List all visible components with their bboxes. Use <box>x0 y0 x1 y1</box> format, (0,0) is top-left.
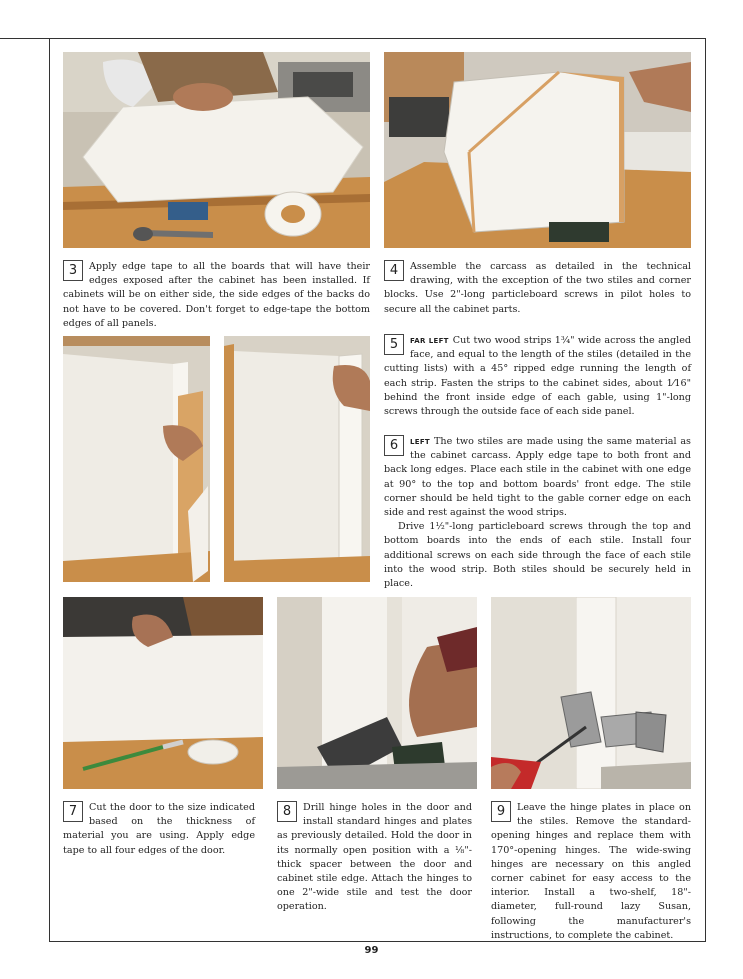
step-9-body: Leave the hinge plates in place on the stiles. Remove the standard-opening hinges and replace them with 170°-opening hinges. The wide-swing hinges are necessary on this angled corner cabinet for easy access to the interior. Install a two-shelf, 18"-diameter, full-round lazy Susan, following the manufacturer's instructions, to complete the cabinet. <box>491 802 691 941</box>
step-5-body: Cut two wood strips 1¾" wide across the angled face, and equal to the length of the stiles (detailed in the cutting lists) with a 45° ripped edge running the length of each strip. Fasten the strips to the cabinet sides, about 1⁄16" behind the front inside edge of each gable, using 1"-long screws through the outside face of each side panel. <box>384 335 692 418</box>
step-3-text <box>63 260 370 331</box>
photo-step-6-stiles <box>224 336 370 582</box>
step-6-lead: LEFT <box>410 438 430 446</box>
step-4-body: Assemble the carcass as detailed in the technical drawing, with the exception of the two stiles and corner blocks. Use 2"-long particleboard screws in pilot holes to secure all the cabinet parts. <box>384 261 691 315</box>
page-frame-left <box>49 38 50 942</box>
photo-step-7-door-edge-tape <box>63 597 263 789</box>
step-5-number: 5 <box>384 334 404 355</box>
step-8-text <box>277 801 472 915</box>
step-6-text <box>384 435 691 591</box>
step-8-body: Drill hinge holes in the door and install standard hinges and plates as previously detailed. Hold the door in its normally open position with a ⅛"-thick spacer between the door and cabinet stile edge. Attach the hinges to one 2"-wide stile and test the door operation. <box>277 802 472 913</box>
step-7-number: 7 <box>63 801 83 822</box>
photo-step-5-wood-strips <box>63 336 210 582</box>
step-4-text <box>384 260 691 317</box>
step-3-number: 3 <box>63 260 83 281</box>
step-7-body: Cut the door to the size indicated based on the thickness of material you are using. Apply edge tape to all four edges of the door. <box>63 802 255 856</box>
photo-step-3-edge-taping <box>63 52 370 248</box>
photo-step-9-wide-swing-hinge <box>491 597 691 789</box>
step-5-lead: FAR LEFT <box>410 337 449 345</box>
page-frame-top <box>0 38 706 39</box>
step-8-number: 8 <box>277 801 297 822</box>
step-6-body: The two stiles are made using the same material as the cabinet carcass. Apply edge tape to both front and back long edges. Place each stile in the cabinet with one edge at 90° to the top and bottom boards' front edge. The stile corner should be held tight to the gable corner edge on each side and rest against the wood strips. <box>384 436 691 519</box>
step-3-body: Apply edge tape to all the boards that will have their edges exposed after the cabinet has been installed. If cabinets will be on either side, the side edges of the backs do not have to be covered. Don't forget to edge-tape the bottom edges of all panels. <box>63 261 370 329</box>
step-6-number: 6 <box>384 435 404 456</box>
step-4-number: 4 <box>384 260 404 281</box>
step-9-text <box>491 801 691 943</box>
page-number: 99 <box>364 945 379 956</box>
step-9-number: 9 <box>491 801 511 822</box>
photo-step-4-carcass-assembly <box>384 52 691 248</box>
photo-step-8-drill-hinge-holes <box>277 597 477 789</box>
page-frame-right <box>705 38 706 942</box>
step-7-text <box>63 801 255 858</box>
step-5-text <box>384 334 691 419</box>
step-6-body-2: Drive 1½"-long particleboard screws through the top and bottom boards into the ends of each stile. Install four additional screws on each side through the face of each stile into the wood strip. Both stiles should be securely held in place. <box>384 521 691 590</box>
